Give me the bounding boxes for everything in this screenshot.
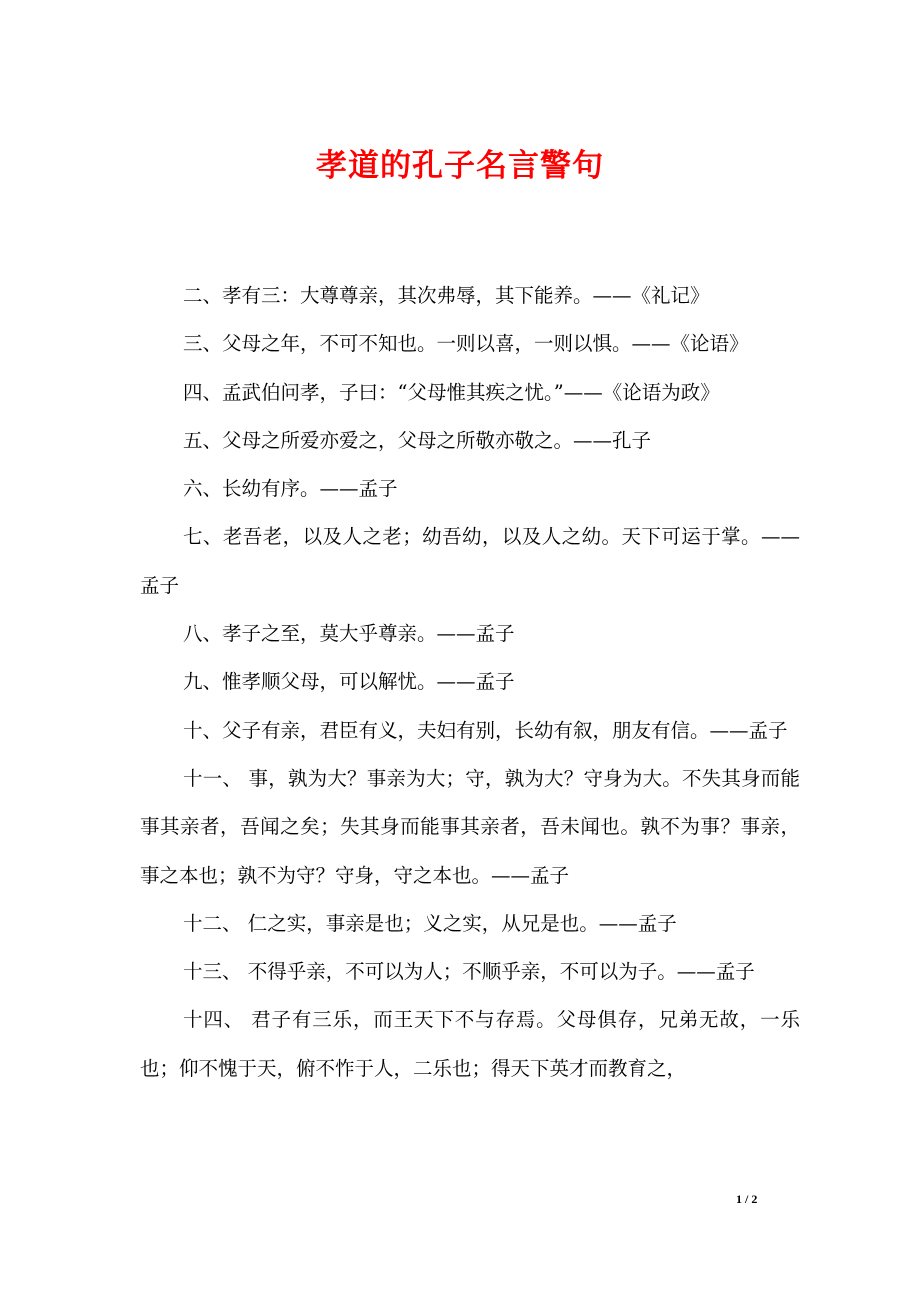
- paragraph: 八、孝子之至，莫大乎尊亲。——孟子: [183, 622, 515, 646]
- paragraph: 十二、 仁之实，事亲是也；义之实，从兄是也。——孟子: [183, 911, 677, 935]
- paragraph: 十三、 不得乎亲，不可以为人；不顺乎亲，不可以为子。——孟子: [183, 960, 755, 984]
- paragraph: 二、孝有三：大尊尊亲，其次弗辱，其下能养。——《礼记》: [183, 284, 710, 307]
- page-title: 孝道的孔子名言警句: [316, 148, 604, 184]
- paragraph: 十四、 君子有三乐，而王天下不与存焉。父母俱存，兄弟无故，一乐也；仰不愧于天，俯不怍于人，二乐也；得天下英才而教育之，: [140, 1008, 800, 1080]
- page-number: 1 / 2: [736, 1192, 758, 1206]
- paragraph: 十、父子有亲，君臣有义，夫妇有别，长幼有叙，朋友有信。——孟子: [183, 718, 788, 742]
- paragraph: 三、父母之年，不可不知也。一则以喜，一则以惧。——《论语》: [183, 332, 749, 356]
- paragraph: 十一、 事，孰为大？事亲为大；守，孰为大？守身为大。不失其身而能事其亲者，吾闻之矣；失其身而能事其亲者，吾未闻也。孰不为事？事亲，事之本也；孰不为守？守身，守之本也。——孟子: [140, 766, 800, 887]
- paragraph: 九、惟孝顺父母，可以解忧。——孟子: [183, 670, 515, 694]
- paragraph: 七、老吾老，以及人之老；幼吾幼，以及人之幼。天下可运于掌。——孟子: [140, 525, 800, 597]
- document-body: [140, 272, 800, 1093]
- paragraph: 六、长幼有序。——孟子: [183, 477, 398, 501]
- paragraph: 四、孟武伯问孝，子曰：“父母惟其疾之忧。”——《论语为政》: [183, 380, 720, 404]
- paragraph: 五、父母之所爱亦爱之，父母之所敬亦敬之。——孔子: [183, 428, 652, 452]
